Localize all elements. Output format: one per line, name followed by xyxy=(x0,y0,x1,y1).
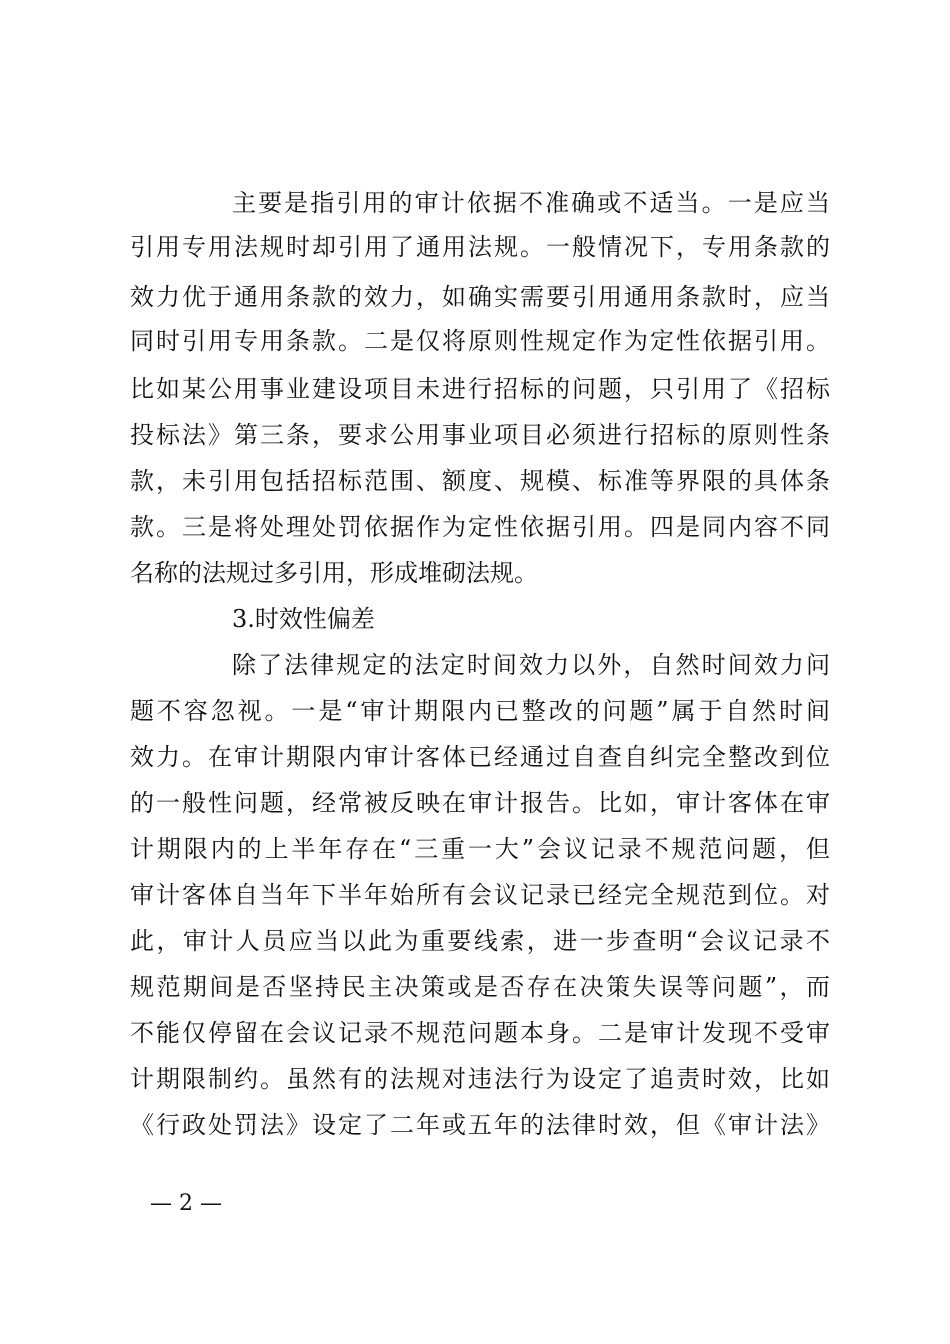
page-number: — 2 — xyxy=(150,1191,222,1216)
paragraph-line: 审计客体自当年下半年始所有会议记录已经完全规范到位。对 xyxy=(130,881,830,909)
paragraph-line: 除了法律规定的法定时间效力以外，自然时间效力问 xyxy=(232,651,830,679)
paragraph-line: 的一般性问题，经常被反映在审计报告。比如，审计客体在审 xyxy=(130,789,830,817)
paragraph-line: 款。三是将处理处罚依据作为定性依据引用。四是同内容不同 xyxy=(130,513,830,541)
paragraph-line: 计期限内的上半年存在“三重一大”会议记录不规范问题，但 xyxy=(130,835,830,863)
paragraph-line: 效力。在审计期限内审计客体已经通过自查自纠完全整改到位 xyxy=(130,743,830,771)
paragraph-line: 比如某公用事业建设项目未进行招标的问题，只引用了《招标 xyxy=(130,375,830,403)
paragraph-line: 名称的法规过多引用，形成堆砌法规。 xyxy=(130,559,538,587)
paragraph-line: 此，审计人员应当以此为重要线索，进一步查明“会议记录不 xyxy=(130,927,830,955)
paragraph-line: 《行政处罚法》设定了二年或五年的法律时效，但《审计法》 xyxy=(130,1111,830,1139)
paragraph-line: 题不容忽视。一是“审计期限内已整改的问题”属于自然时间 xyxy=(130,697,830,725)
paragraph-line: 效力优于通用条款的效力，如确实需要引用通用条款时，应当 xyxy=(130,283,830,311)
paragraph-line: 引用专用法规时却引用了通用法规。一般情况下，专用条款的 xyxy=(130,233,830,261)
paragraph-line: 款，未引用包括招标范围、额度、规模、标准等界限的具体条 xyxy=(130,467,830,495)
paragraph-line: 计期限制约。虽然有的法规对违法行为设定了追责时效，比如 xyxy=(130,1065,830,1093)
paragraph-line: 规范期间是否坚持民主决策或是否存在决策失误等问题”，而 xyxy=(130,973,830,1001)
section-heading: 3.时效性偏差 xyxy=(232,605,375,633)
paragraph-line: 不能仅停留在会议记录不规范问题本身。二是审计发现不受审 xyxy=(130,1019,830,1047)
paragraph-line: 投标法》第三条，要求公用事业项目必须进行招标的原则性条 xyxy=(130,421,830,449)
paragraph-line: 主要是指引用的审计依据不准确或不适当。一是应当 xyxy=(232,189,830,217)
paragraph-line: 同时引用专用条款。二是仅将原则性规定作为定性依据引用。 xyxy=(130,327,830,355)
